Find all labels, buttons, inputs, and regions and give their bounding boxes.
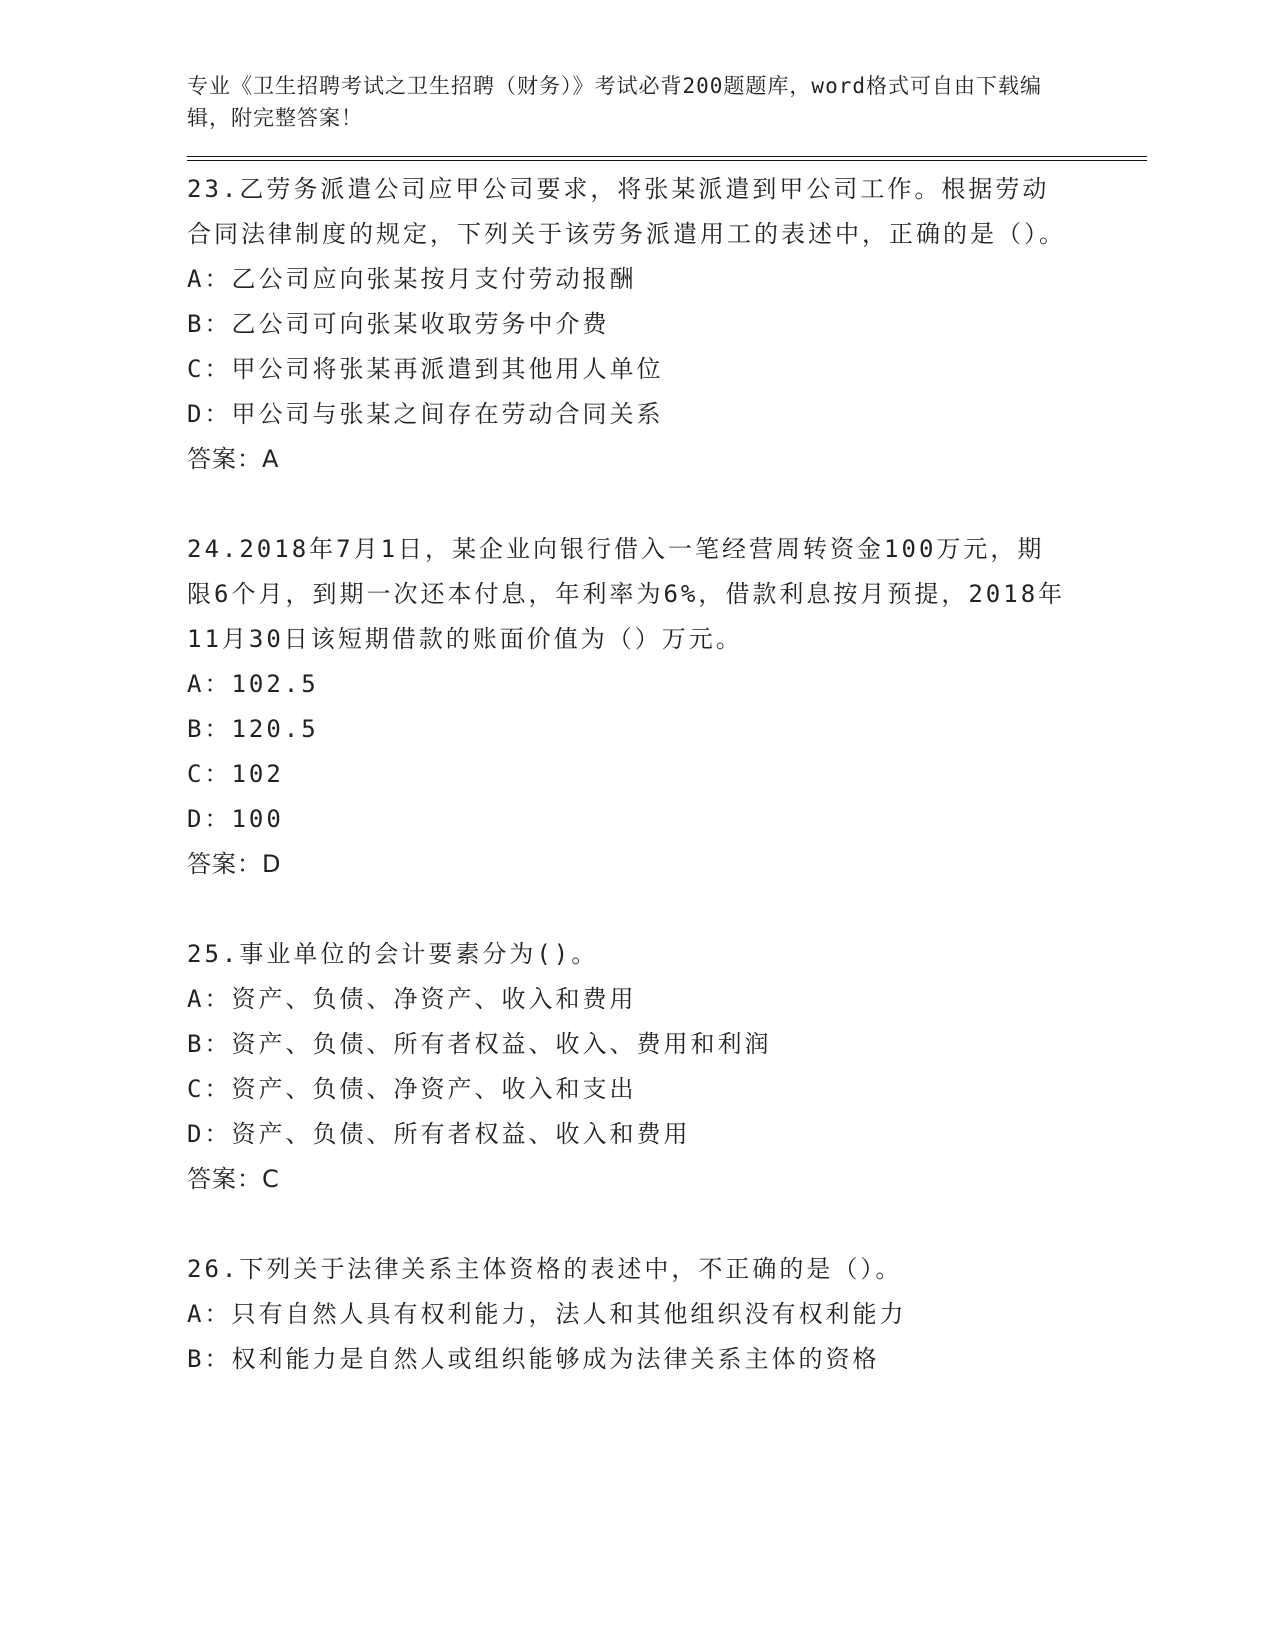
answer: 答案：A <box>187 445 280 473</box>
option-c: C：资产、负债、净资产、收入和支出 <box>187 1075 637 1103</box>
question-spacer <box>187 887 1147 932</box>
option-b: B：资产、负债、所有者权益、收入、费用和利润 <box>187 1030 772 1058</box>
question-25 <box>187 932 1147 1247</box>
option-c: C：102 <box>187 760 284 788</box>
option-c: C：甲公司将张某再派遣到其他用人单位 <box>187 355 664 383</box>
option-b: B：乙公司可向张某收取劳务中介费 <box>187 310 610 338</box>
question-spacer <box>187 1202 1147 1247</box>
question-spacer <box>187 482 1147 527</box>
question-26 <box>187 1247 1147 1382</box>
divider-line-top <box>187 156 1147 157</box>
question-stem: 24.2018年7月1日，某企业向银行借入一笔经营周转资金100万元，期限6个月，到期一次还本付息，年利率为6%，借款利息按月预提，2018年11月30日该短期借款的账面价值为（）万元。 <box>187 535 1066 653</box>
option-b: B：权利能力是自然人或组织能够成为法律关系主体的资格 <box>187 1345 880 1373</box>
option-a: A：乙公司应向张某按月支付劳动报酬 <box>187 265 637 293</box>
option-b: B：120.5 <box>187 715 319 743</box>
option-d: D：100 <box>187 805 284 833</box>
option-a: A：资产、负债、净资产、收入和费用 <box>187 985 637 1013</box>
question-stem: 23.乙劳务派遣公司应甲公司要求，将张某派遣到甲公司工作。根据劳动合同法律制度的规定，下列关于该劳务派遣用工的表述中，正确的是（）。 <box>187 175 1066 248</box>
option-a: A：只有自然人具有权利能力，法人和其他组织没有权利能力 <box>187 1300 907 1328</box>
document-header: 专业《卫生招聘考试之卫生招聘（财务）》考试必背200题题库，word格式可自由下载编辑，附完整答案！ <box>187 74 1042 130</box>
document-page <box>187 70 1147 1382</box>
question-23 <box>187 167 1147 527</box>
question-stem: 25.事业单位的会计要素分为()。 <box>187 940 599 968</box>
question-stem: 26.下列关于法律关系主体资格的表述中，不正确的是（）。 <box>187 1255 903 1283</box>
answer: 答案：D <box>187 850 282 878</box>
option-d: D：甲公司与张某之间存在劳动合同关系 <box>187 400 664 428</box>
header-divider <box>187 156 1147 161</box>
divider-line-bottom <box>187 160 1147 161</box>
option-d: D：资产、负债、所有者权益、收入和费用 <box>187 1120 691 1148</box>
option-a: A：102.5 <box>187 670 319 698</box>
question-24 <box>187 527 1147 932</box>
answer: 答案：C <box>187 1165 280 1193</box>
